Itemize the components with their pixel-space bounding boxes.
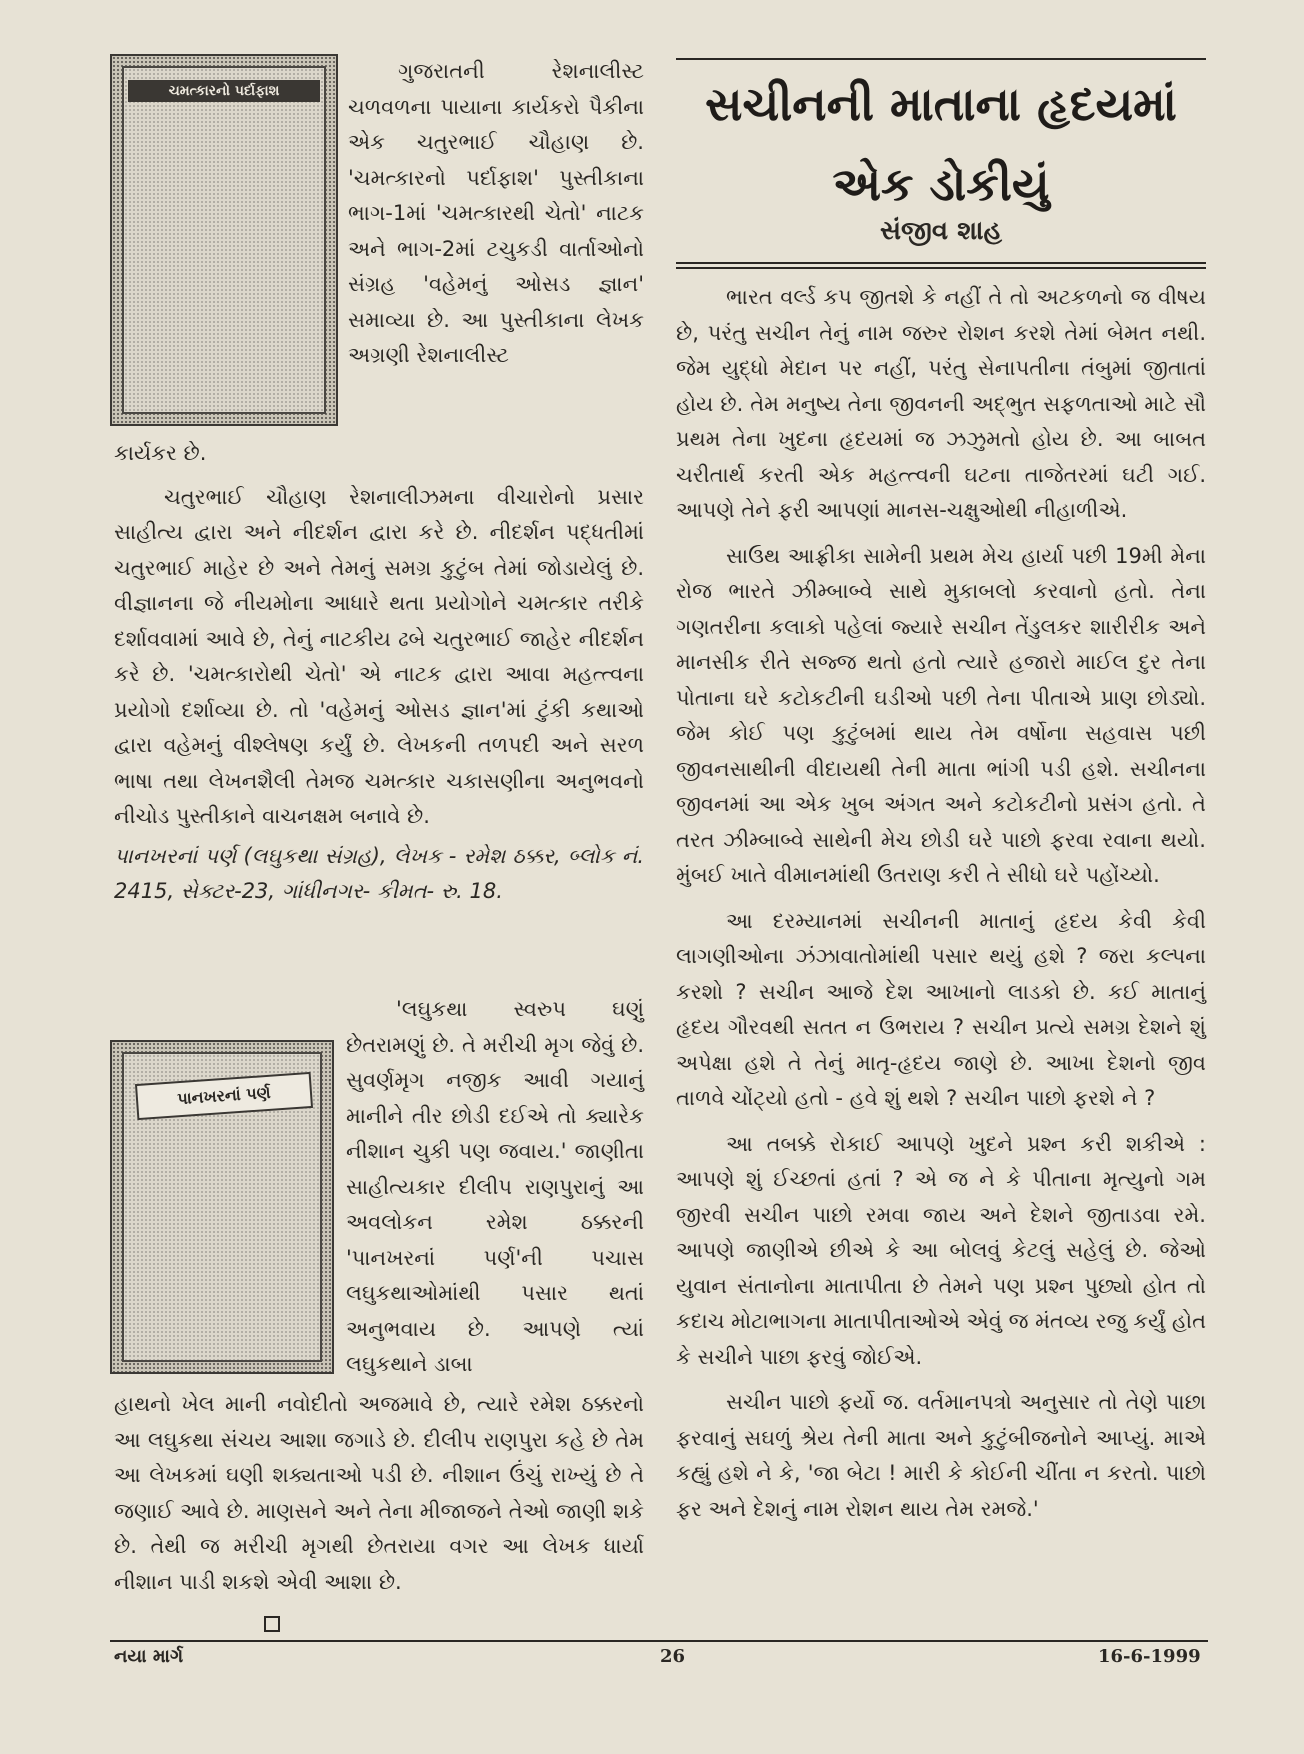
book-cover-image-paankharna-parn xyxy=(110,1040,334,1374)
book-cover-label: ચમત્કારનો પર્દાફાશ xyxy=(128,80,320,102)
intro-paragraph: ગુજરાતની રેશનાલીસ્ટ ચળવળના પાયાના કાર્યકરો પૈકીના એક ચતુરભાઈ ચૌહાણ છે. 'ચમત્કારનો પર્દાફાશ' પુસ્તીકાના ભાગ-1માં 'ચમત્કારથી ચેતો' નાટક અને ભાગ-2માં ટચુકડી વાર્તાઓનો સંગ્રહ 'વહેમનું ઓસડ જ્ઞાન' સમાવ્યા છે. આ પુસ્તીકાના લેખક અગ્રણી રેશનાલીસ્ટ xyxy=(348,59,644,367)
publication-name: નયા માર્ગ xyxy=(114,1646,184,1667)
right-paragraph-4: આ તબક્કે રોકાઈ આપણે ખુદને પ્રશ્ન કરી શકીએ : આપણે શું ઈચ્છતાં હતાં ? એ જ ને કે પીતાના મૃત્યુનો ગમ જીરવી સચીન પાછો રમવા જાય અને દેશને જીતાડવા રમે. આપણે જાણીએ છીએ કે આ બોલવું કેટલું સહેલું છે. જેઓ યુવાન સંતાનોના માતાપીતા છે તેમને પણ પ્રશ્ન પુછ્યો હોત તો કદાચ મોટાભાગના માતાપીતાઓએ એવું જ મંતવ્ય રજુ કર્યું હોત કે સચીને પાછા ફરવું જોઈએ. xyxy=(676,1131,1206,1369)
right-body-block xyxy=(676,280,1206,1527)
author-rule xyxy=(676,262,1206,269)
left-paragraph-3-tail: હાથનો ખેલ માની નવોદીતો અજમાવે છે, ત્યારે રમેશ ઠક્કરનો આ લઘુકથા સંચય આશા જગાડે છે. દીલીપ રાણપુરા કહે છે તેમ આ લેખકમાં ઘણી શક્યતાઓ પડી છે. નીશાન ઉંચું રાખ્યું છે તે જણાઈ આવે છે. માણસને અને તેના મીજાજને તેઓ જાણી શકે છે. તેથી જ મરીચી મૃગથી છેતરાયા વગર આ લેખક ધાર્યા નીશાન પાડી શકશે એવી આશા છે. xyxy=(114,1392,644,1594)
issue-date: 16-6-1999 xyxy=(1098,1646,1201,1667)
para3-wrapped-block xyxy=(346,992,644,1383)
book-cover-label: પાનખરનાં પર્ણ xyxy=(135,1072,313,1120)
book-info: પાનખરનાં પર્ણ (લઘુકથા સંગ્રહ), લેખક - રમેશ ઠક્કર, બ્લોક નં. 2415, સેક્ટર-23, ગાંધીનગર- કીમત- રુ. 18. xyxy=(114,843,644,903)
left-paragraph-2: ચતુરભાઈ ચૌહાણ રેશનાલીઝમના વીચારોનો પ્રસાર સાહીત્ય દ્વારા અને નીદર્શન દ્વારા કરે છે. નીદર્શન પદ્ધતીમાં ચતુરભાઈ માહેર છે અને તેમનું સમગ્ર કુટુંબ તેમાં જોડાયેલું છે. વીજ્ઞાનના જે નીયમોના આધારે થતા પ્રયોગોને ચમત્કાર તરીકે દર્શાવવામાં આવે છે, તેનું નાટકીય ઢબે ચતુરભાઈ જાહેર નીદર્શન કરે છે. 'ચમત્કારોથી ચેતો' એ નાટક દ્વારા આવા મહત્ત્વના પ્રયોગો દર્શાવ્યા છે. તો 'વહેમનું ઓસડ જ્ઞાન'માં ટુંકી કથાઓ દ્વારા વહેમનું વીશ્લેષણ કર્યું છે. લેખકની તળપદી અને સરળ ભાષા તથા લેખનશૈલી તેમજ ચમત્કાર ચકાસણીના અનુભવનો નીચોડ પુસ્તીકાને વાચનક્ષમ બનાવે છે. xyxy=(114,484,644,828)
article-author: સંજીવ શાહ xyxy=(879,216,1003,246)
title-top-rule xyxy=(676,58,1206,60)
book-cover-image-chamatkar xyxy=(110,54,338,426)
intro-wrapped-block xyxy=(348,54,644,374)
article-title xyxy=(676,64,1206,224)
footer-rule xyxy=(110,1640,1208,1642)
article-title-line-2: એક ડોકીયું xyxy=(832,157,1050,211)
right-paragraph-5: સચીન પાછો ફર્યો જ. વર્તમાનપત્રો અનુસાર તો તેણે પાછા ફરવાનું સઘળું શ્રેય તેની માતા અને કુટુંબીજનોને આપ્યું. માએ કહ્યું હશે ને કે, 'જા બેટા ! મારી કે કોઈની ચીંતા ન કરતો. પાછો ફર અને દેશનું નામ રોશન થાય તેમ રમજે.' xyxy=(676,1390,1206,1521)
right-paragraph-1: ભારત વર્લ્ડ કપ જીતશે કે નહીં તે તો અટકળનો જ વીષય છે, પરંતુ સચીન તેનું નામ જરુર રોશન કરશે તેમાં બેમત નથી. જેમ યુદ્ધો મેદાન પર નહીં, પરંતુ સેનાપતીના તંબુમાં જીતાતાં હોય છે. તેમ મનુષ્ય તેના જીવનની અદ્ભુત સફળતાઓ માટે સૌ પ્રથમ તેના ખુદના હૃદયમાં જ ઝઝુમતો હોય છે. આ બાબત ચરીતાર્થ કરતી એક મહત્ત્વની ઘટના તાજેતરમાં ઘટી ગઈ. આપણે તેને ફરી આપણાં માનસ-ચક્ષુઓથી નીહાળીએ. xyxy=(676,285,1206,522)
page-number: 26 xyxy=(660,1646,686,1667)
left-body-block xyxy=(114,436,644,910)
article-title-line-1: સચીનની માતાના હૃદયમાં xyxy=(705,77,1177,131)
right-paragraph-2: સાઉથ આફ્રીકા સામેની પ્રથમ મેચ હાર્યા પછી 19મી મેના રોજ ભારતે ઝીમ્બાબ્વે સાથે મુકાબલો કરવાનો હતો. તેના ગણતરીના કલાકો પહેલાં જ્યારે સચીન તેંડુલકર શારીરીક અને માનસીક રીતે સજ્જ થતો હતો ત્યારે હજારો માઈલ દુર તેના પોતાના ઘરે કટોકટીની ઘડીઓ પછી તેના પીતાએ પ્રાણ છોડ્યો. જેમ કોઈ પણ કુટુંબમાં થાય તેમ વર્ષોના સહવાસ પછી જીવનસાથીની વીદાયથી તેની માતા ભાંગી પડી હશે. સચીનના જીવનમાં આ એક ખુબ અંગત અને કટોકટીનો પ્રસંગ હતો. તે તરત ઝીમ્બાબ્વે સાથેની મેચ છોડી ઘરે પાછો ફરવા રવાના થયો. મુંબઈ ખાતે વીમાનમાંથી ઉતરાણ કરી તે સીધો ઘરે પહોંચ્યો. xyxy=(676,543,1206,887)
left-paragraph-3: 'લઘુકથા સ્વરુપ ઘણું છેતરામણું છે. તે મરીચી મૃગ જેવું છે. સુવર્ણમૃગ નજીક આવી ગયાનું માનીને તીર છોડી દઈએ તો ક્યારેક નીશાન ચુકી પણ જવાય.' જાણીતા સાહીત્યકાર દીલીપ રાણપુરાનું આ અવલોકન રમેશ ઠક્કરની 'પાનખરનાં પર્ણ'ની પચાસ લઘુકથાઓમાંથી પસાર થતાં અનુભવાય છે. આપણે ત્યાં લઘુકથાને ડાબા xyxy=(346,997,644,1376)
intro-tail: કાર્યકર છે. xyxy=(114,441,207,465)
para3-tail-block xyxy=(114,1387,644,1600)
end-mark-icon xyxy=(264,1616,280,1632)
right-paragraph-3: આ દરમ્યાનમાં સચીનની માતાનું હૃદય કેવી કેવી લાગણીઓના ઝંઝાવાતોમાંથી પસાર થયું હશે ? જરા કલ્પના કરશો ? સચીન આજે દેશ આખાનો લાડકો છે. કઈ માતાનું હૃદય ગૌરવથી સતત ન ઉભરાય ? સચીન પ્રત્યે સમગ્ર દેશને શું અપેક્ષા હશે તે તેનું માતૃ-હૃદય જાણે છે. આખા દેશનો જીવ તાળવે ચોંટ્યો હતો - હવે શું થશે ? સચીન પાછો ફરશે ને ? xyxy=(676,908,1206,1110)
